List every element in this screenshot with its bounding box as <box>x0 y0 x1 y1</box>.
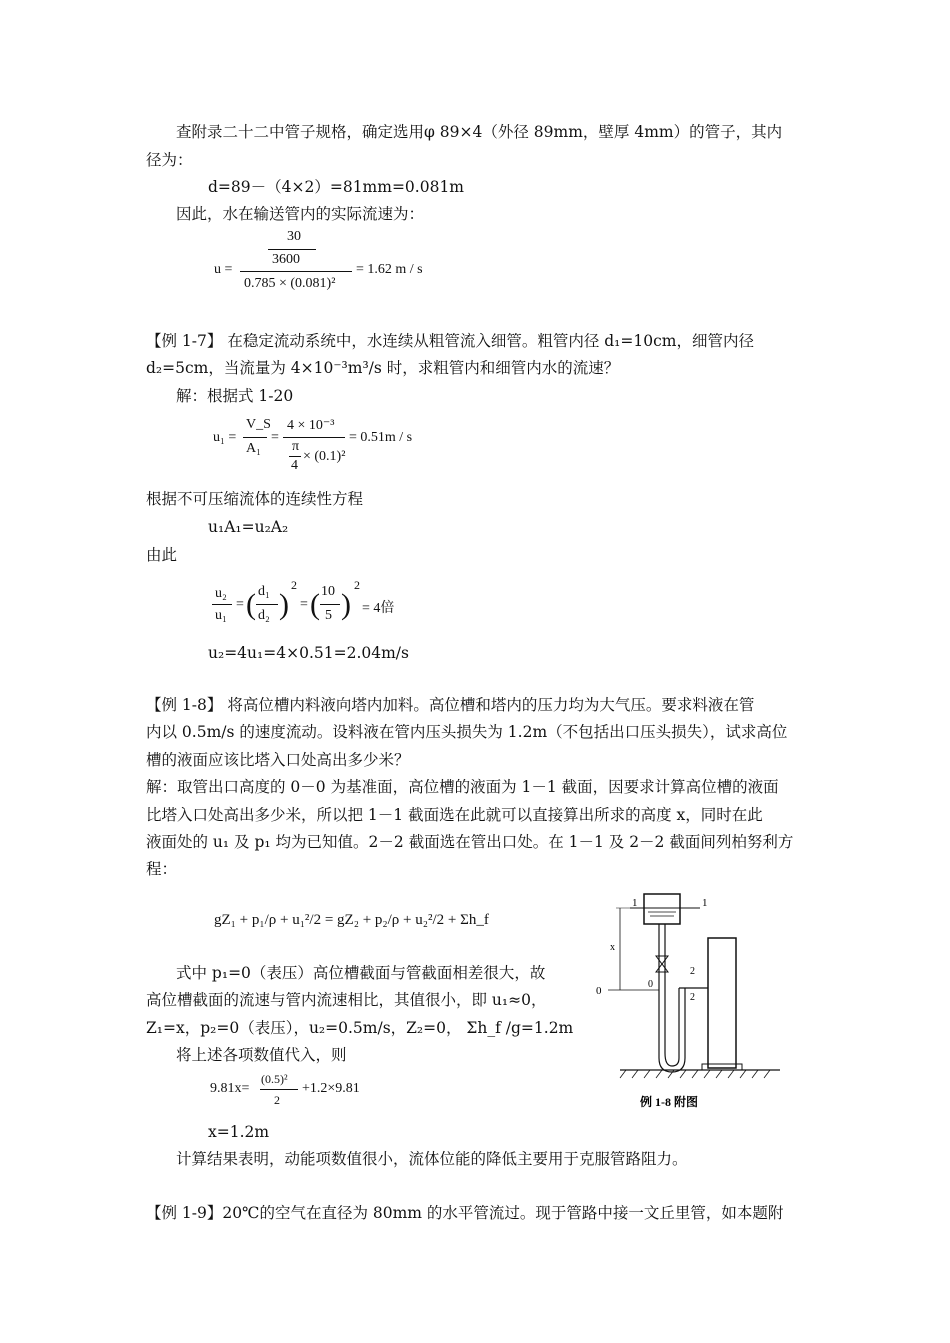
text-line: 式中 p₁=0（表压）高位槽截面与管截面相差很大，故 <box>176 964 546 982</box>
text-line: 解：根据式 1-20 <box>176 387 294 405</box>
svg-text:2: 2 <box>690 966 695 977</box>
svg-text:0: 0 <box>648 979 653 990</box>
svg-text:1: 1 <box>702 897 708 909</box>
text-line: 将上述各项数值代入，则 <box>176 1046 347 1064</box>
text-line: 内以 0.5m/s 的速度流动。设料液在管内压头损失为 1.2m（不包括出口压头损失），试求高位 <box>146 723 788 741</box>
figure-1-8 <box>590 888 790 1118</box>
text-line: 解：取管出口高度的 0－0 为基准面，高位槽的液面为 1－1 截面，因要求计算高位槽的液面 <box>146 778 779 796</box>
text-line: 计算结果表明，动能项数值很小，流体位能的降低主要用于克服管路阻力。 <box>176 1150 688 1168</box>
text-line: 查附录二十二中管子规格，确定选用φ 89×4（外径 89mm，壁厚 4mm）的管子，其内 <box>176 123 783 141</box>
equation-u2: u₂=4u₁=4×0.51=2.04m/s <box>208 644 409 662</box>
text-line: 程： <box>146 860 178 878</box>
text-line: 径为： <box>146 151 193 169</box>
equation-d: d=89－（4×2）=81mm=0.081m <box>208 178 465 196</box>
text-line: Z₁=x，p₂=0（表压），u₂=0.5m/s，Z₂=0， Σh_f /g=1.2m <box>146 1019 574 1037</box>
svg-text:0: 0 <box>596 985 602 997</box>
result: x=1.2m <box>208 1123 270 1141</box>
equation-continuity: u₁A₁=u₂A₂ <box>208 518 289 536</box>
svg-text:例 1-8 附图: 例 1-8 附图 <box>640 1095 698 1109</box>
text-line: 液面处的 u₁ 及 p₁ 均为已知值。2－2 截面选在管出口处。在 1－1 及 2－2 截面间列柏努利方 <box>146 833 794 851</box>
example-heading: 【例 1-8】 将高位槽内料液向塔内加料。高位槽和塔内的压力均为大气压。要求料液在管 <box>146 696 755 714</box>
svg-text:2: 2 <box>690 992 695 1003</box>
svg-text:x: x <box>610 942 615 953</box>
example-heading: 【例 1-9】20℃的空气在直径为 80mm 的水平管流过。现于管路中接一文丘里管，如本题附 <box>146 1204 784 1222</box>
text-line: 因此，水在输送管内的实际流速为： <box>176 205 425 223</box>
text-line: 根据不可压缩流体的连续性方程 <box>146 490 364 508</box>
example-heading: 【例 1-7】 在稳定流动系统中，水连续从粗管流入细管。粗管内径 d₁=10cm，细管内径 <box>146 332 754 350</box>
text-line: 高位槽截面的流速与管内流速相比，其值很小，即 u₁≈0， <box>146 991 547 1009</box>
text-line: 由此 <box>146 546 178 564</box>
text-line: 比塔入口处高出多少米，所以把 1－1 截面选在此就可以直接算出所求的高度 x，同时在此 <box>146 806 763 824</box>
text-line: d₂=5cm，当流量为 4×10⁻³m³/s 时，求粗管内和细管内水的流速？ <box>146 359 620 377</box>
formula-bernoulli: gZ₁ + p₁/ρ + u₁²/2 = gZ₂ + p₂/ρ + u₂²/2 + Σh_f <box>214 912 489 928</box>
svg-text:1: 1 <box>632 897 638 909</box>
text-line: 槽的液面应该比塔入口处高出多少米？ <box>146 751 410 769</box>
